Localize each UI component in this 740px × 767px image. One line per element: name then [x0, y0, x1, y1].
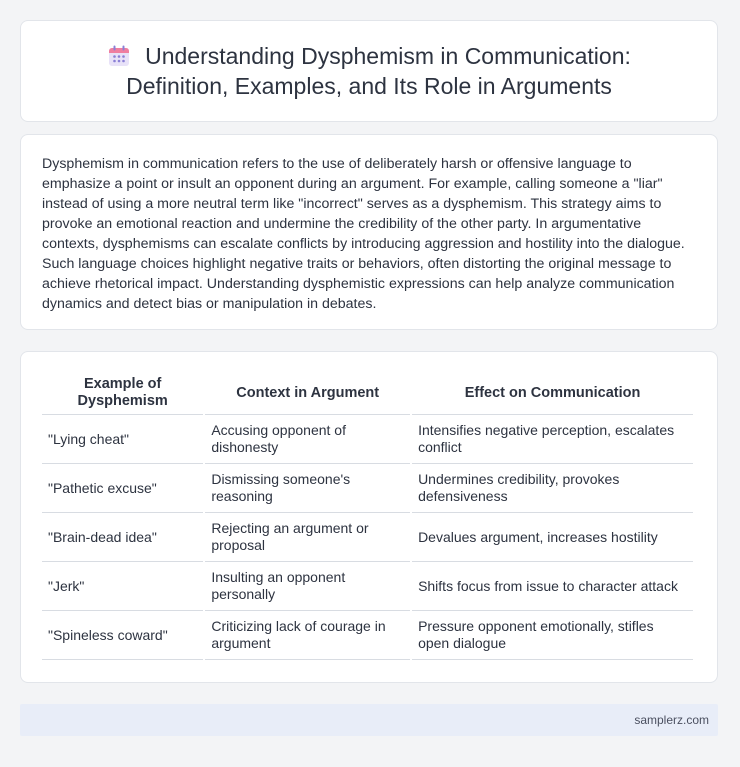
effect-cell: Pressure opponent emotionally, stifles open dialogue [412, 611, 693, 660]
example-cell: "Brain-dead idea" [42, 513, 203, 562]
title-card [20, 20, 718, 122]
table-row [42, 562, 693, 611]
context-cell: Rejecting an argument or proposal [205, 513, 410, 562]
example-cell: "Pathetic excuse" [42, 464, 203, 513]
table-header-row [42, 372, 693, 415]
example-cell: "Lying cheat" [42, 415, 203, 464]
effect-cell: Shifts focus from issue to character attack [412, 562, 693, 611]
effect-cell: Undermines credibility, provokes defensiveness [412, 464, 693, 513]
column-header-context: Context in Argument [205, 372, 410, 415]
source-link[interactable]: samplerz.com [634, 713, 709, 727]
footer-bar [20, 704, 718, 736]
column-header-example: Example of Dysphemism [42, 372, 203, 415]
page-title [59, 41, 679, 101]
dysphemism-table [40, 372, 695, 660]
example-cell: "Jerk" [42, 562, 203, 611]
context-cell: Insulting an opponent personally [205, 562, 410, 611]
column-header-effect: Effect on Communication [412, 372, 693, 415]
table-row [42, 611, 693, 660]
table-row [42, 513, 693, 562]
description-text: Dysphemism in communication refers to the use of deliberately harsh or offensive language to emphasize a point or insult an opponent during an argument. For example, calling someone a "liar" instead of using a more neutral term like "incorrect" serves as a dysphemism. This strategy aims to provoke an emotional reaction and undermine the credibility of the other party. In argumentative contexts, dysphemisms can escalate conflicts by introducing aggression and hostility into the dialogue. Such language choices highlight negative traits or behaviors, often distorting the original message to achieve rhetorical impact. Understanding dysphemistic expressions can help analyze communication dynamics and detect bias or manipulation in debates. [42, 156, 685, 312]
table-row [42, 415, 693, 464]
description-card [20, 134, 718, 330]
table-card [20, 351, 718, 683]
context-cell: Accusing opponent of dishonesty [205, 415, 410, 464]
effect-cell: Devalues argument, increases hostility [412, 513, 693, 562]
example-cell: "Spineless coward" [42, 611, 203, 660]
page-title-text: Understanding Dysphemism in Communication: Definition, Examples, and Its Role in Arguments [126, 43, 631, 99]
context-cell: Dismissing someone's reasoning [205, 464, 410, 513]
table-row [42, 464, 693, 513]
context-cell: Criticizing lack of courage in argument [205, 611, 410, 660]
calendar-icon [107, 44, 131, 68]
effect-cell: Intensifies negative perception, escalates conflict [412, 415, 693, 464]
